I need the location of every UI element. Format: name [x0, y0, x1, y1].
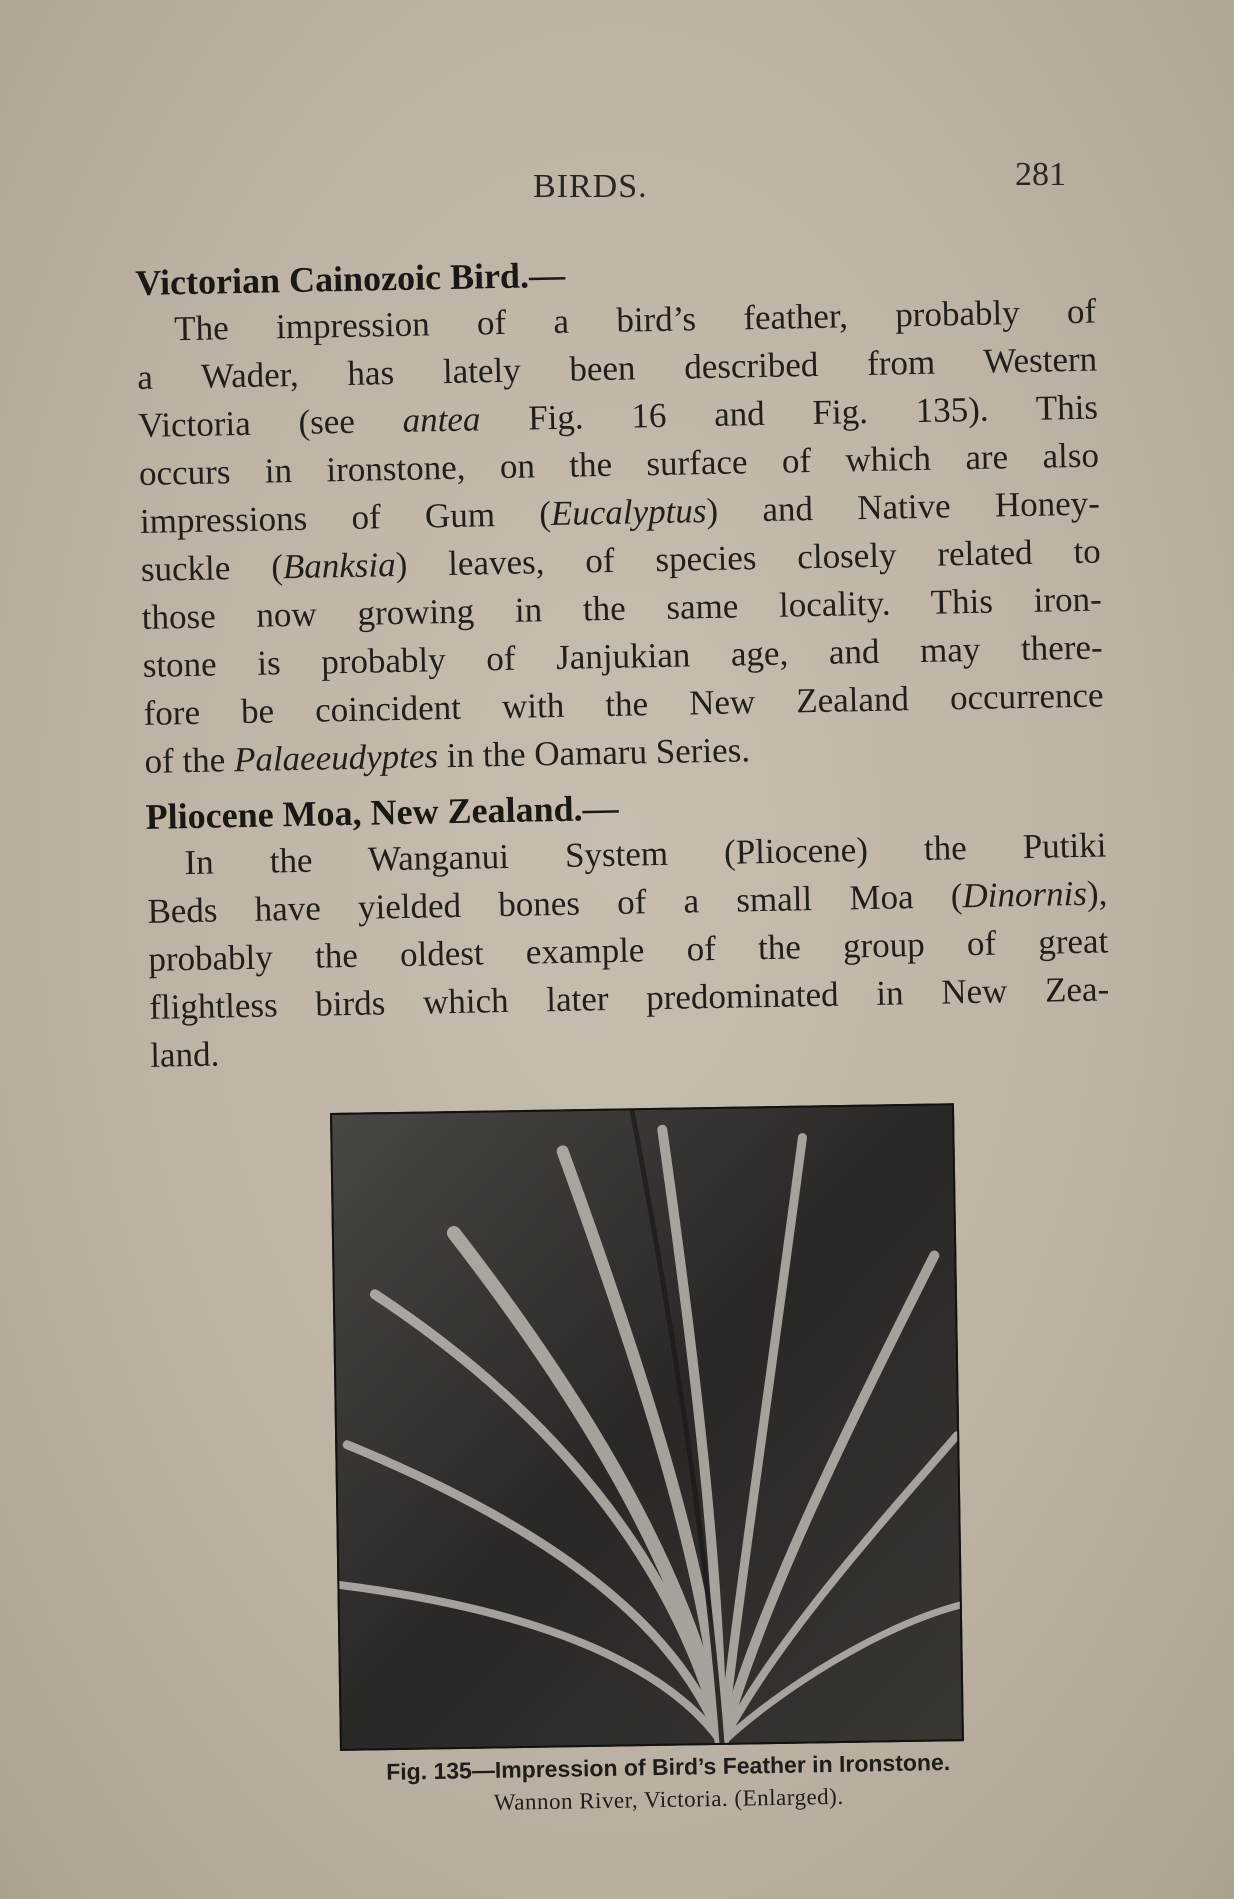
running-head: BIRDS. [533, 168, 648, 205]
text-line: stone is probably of Janjukian age, and may there- [142, 627, 1103, 685]
text-line: In the Wanganui System (Pliocene) the Putiki [184, 825, 1107, 883]
text-line: land. [149, 1034, 220, 1075]
text-line: flightless birds which later predominated in New Zea- [148, 969, 1110, 1027]
text-line: fore be coincident with the New Zealand occurrence [143, 675, 1104, 733]
section-heading-victorian-bird: Victorian Cainozoic Bird.— [135, 254, 566, 303]
text-line: impressions of Gum (Eucalyptus) and Native Honey- [139, 483, 1101, 541]
text-line: suckle (Banksia) leaves, of species closely related to [140, 531, 1102, 589]
caption-title: Fig. 135—Impression of Bird’s Feather in Ironstone. [385, 1748, 951, 1785]
figure-caption [318, 1748, 1019, 1819]
caption-subtitle: Wannon River, Victoria. (Enlarged). [493, 1783, 844, 1815]
body-text [135, 244, 1111, 1090]
text-line: those now growing in the same locality. This iron- [141, 579, 1103, 637]
text-line: Beds have yielded bones of a small Moa (Dinornis), [147, 873, 1108, 931]
section-heading-pliocene-moa: Pliocene Moa, New Zealand.— [145, 787, 619, 837]
text-line: Victoria (see antea Fig. 16 and Fig. 135). This [137, 387, 1099, 445]
page-number: 281 [1015, 156, 1066, 193]
text-line: probably the oldest example of the group of great [148, 921, 1109, 979]
paragraph-pliocene-moa [146, 821, 1110, 1079]
feather-fossil-photo [330, 1103, 964, 1751]
text-line: The impression of a bird’s feather, probably of [173, 291, 1097, 349]
text-line: of the Palaeeudyptes in the Oamaru Series. [144, 730, 751, 781]
paragraph-victorian-bird [136, 288, 1105, 786]
text-line: occurs in ironstone, on the surface of which are also [138, 435, 1100, 493]
figure [330, 1103, 980, 1751]
text-line: a Wader, has lately been described from Western [136, 339, 1098, 397]
